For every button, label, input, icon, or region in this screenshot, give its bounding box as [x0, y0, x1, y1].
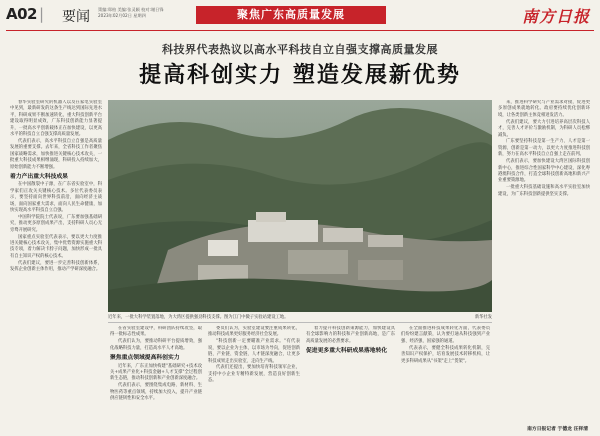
- masthead: [6, 4, 594, 30]
- paragraph: 委员们认为，实验室建设要注重成果转化，推动科技成果更好服务经济社会发展。: [208, 326, 300, 338]
- text-column-5: [498, 100, 590, 420]
- paragraph: 代表表示，要健全科技成果转化机制，完善知识产权保护，培育发展技术转移机构，让更多科研成果从"书架"走上"货架"。: [401, 345, 490, 364]
- page-number: A02 |: [6, 5, 44, 23]
- paragraph: 代表们建议，要进一步完善科技创新体系，发挥企业创新主体作用，推动产学研深度融合。: [10, 260, 102, 273]
- news-photo: [108, 100, 492, 312]
- paragraph: 在全面推进科技成果转化方面，代表委员们纷纷建言献策，认为要打通从科技强到产业强、经济强、国家强的通道。: [401, 326, 490, 344]
- text-column-4: [306, 326, 490, 430]
- paragraph: 春华实验室研究的机器人以及在家电实验室中见到，最新研发的这条生产线达到国际先进水平，科研成果不断加速转化，重大科技创新平台建设取得明显成效，广东科技创新能力显著提升，一批高水平创新载体正在加快建设，以更高水平的科技自立自强支撑高质量发展。: [10, 100, 102, 138]
- kicker-headline: 科技界代表热议以高水平科技自立自强支撑高质量发展: [162, 43, 438, 56]
- subheading: 促进更多重大科研成果落地转化: [306, 348, 388, 355]
- construction-site-photo: [108, 100, 492, 312]
- divider: [108, 322, 492, 323]
- text-column-2: [110, 326, 202, 430]
- editor-credits: 策编:郑柏 美编:张灵颖 校对:谢日锋 2023年02月02日 星期四: [98, 7, 164, 18]
- paragraph: 代表们表示，要围绕集成电路、新材料、生物医药等重点领域，持续加大投入，提升产业链供应链韧性和安全水平。: [110, 383, 202, 402]
- main-headline: 提高科创实力 塑造发展新优势: [139, 62, 461, 88]
- subheading: 聚焦重点领域提高科创实力: [110, 355, 180, 362]
- paragraph: 来，推进科学研究与产业需求对接，促进更多原创成果就地转化。政府要持续优化创新环境，让各类创新主体竞相迸发活力。: [498, 100, 590, 118]
- paragraph: 代表们认为，要推动科研平台提质增效，强化战略科技力量，打造高水平人才高地。: [110, 339, 202, 351]
- newspaper-logo: 南方日报: [521, 7, 590, 26]
- paragraph: 代表们表示，高水平科技自立自强是高质量发展的重要支撑。去年来，全省科技工作者聚焦国家战略需求，加快推进关键核心技术攻关，一批重大科技成果相继涌现，科研投入持续加大，原始创新能力不断增强。: [10, 138, 102, 170]
- paragraph: 广东要坚持科技是第一生产力、人才是第一资源、创新是第一动力，以更大力度推进科技创新，努力在高水平科技自立自强上走在前列。: [498, 139, 590, 158]
- paragraph: 在省实验室建设中，科研团队持续攻坚，取得一批标志性成果。: [110, 326, 202, 338]
- text-column-3: [208, 326, 300, 430]
- paragraph: 代表们建议，要大力引进培养高层次科技人才，完善人才评价与激励机制，为科研人员松绑减负。: [498, 119, 590, 138]
- paragraph: 代表们还提出，要加快培育科技领军企业，支持中小企业专精特新发展，营造良好创新生态。: [208, 365, 300, 384]
- photo-caption: 近年来，一批大科学装置落地，为大湾区提供强劲科技支撑。图为江门中微子实验站建设工地。 新华社发: [108, 315, 492, 320]
- text-column-1: [10, 100, 102, 428]
- paragraph: 国家重点实验室代表表示，要以更大力度推进关键核心技术攻关，集中优势资源实施重大科技专项，着力解决卡脖子问题，加快形成一批具有自主知识产权的核心技术。: [10, 234, 102, 259]
- section-name: 要闻: [62, 9, 90, 25]
- paragraph: 近年来，广东正加快构建"基础研究+技术攻关+成果产业化+科技金融+人才支撑"全过程创新生态链，推动科技创新和产业创新深度融合。: [110, 363, 202, 382]
- paragraph: 一批重大科技基础设施和高水平实验室加快建设，为广东科技创新提供坚实支撑。: [498, 185, 590, 197]
- paragraph: 中国科学院院士代表说，广东要加强基础研究，推动更多原创成果产出，支持科研人员心无旁骛开展研究。: [10, 214, 102, 233]
- paragraph: "科技创新一定要瞄准产业需求。"有代表说，要以企业为主体，以市场为导向，促进创新链、产业链、资金链、人才链深度融合，让更多科技成果走出实验室、走向生产线。: [208, 339, 300, 364]
- section-banner: 聚焦广东高质量发展: [196, 6, 386, 24]
- paragraph: 在中国散裂中子源，在广东省实验室中，科学家们正攻关关键核心技术。多位代表委员表示，要坚持面向世界科技前沿，面向经济主战场，面向国家重大需求，面向人民生命健康，加快实现高水平科技自立自强。: [10, 182, 102, 213]
- photo-credit: 新华社发: [474, 315, 492, 320]
- paragraph: 着力提升科技创新策源能力，加快建设具有全球影响力的科技和产业创新高地，是广东高质量发展的必然要求。: [306, 326, 395, 344]
- paragraph: 代表们表示，要加快建设大湾区国际科技创新中心，推进综合性国家科学中心建设，深化粤港澳科技合作，打造全球科技创新高地和新兴产业重要策源地。: [498, 159, 590, 184]
- byline: 南方日报记者 于德龙 汪祥清: [527, 427, 588, 432]
- top-rule: [6, 30, 594, 31]
- subheading: 着力产出重大科技成果: [10, 173, 68, 180]
